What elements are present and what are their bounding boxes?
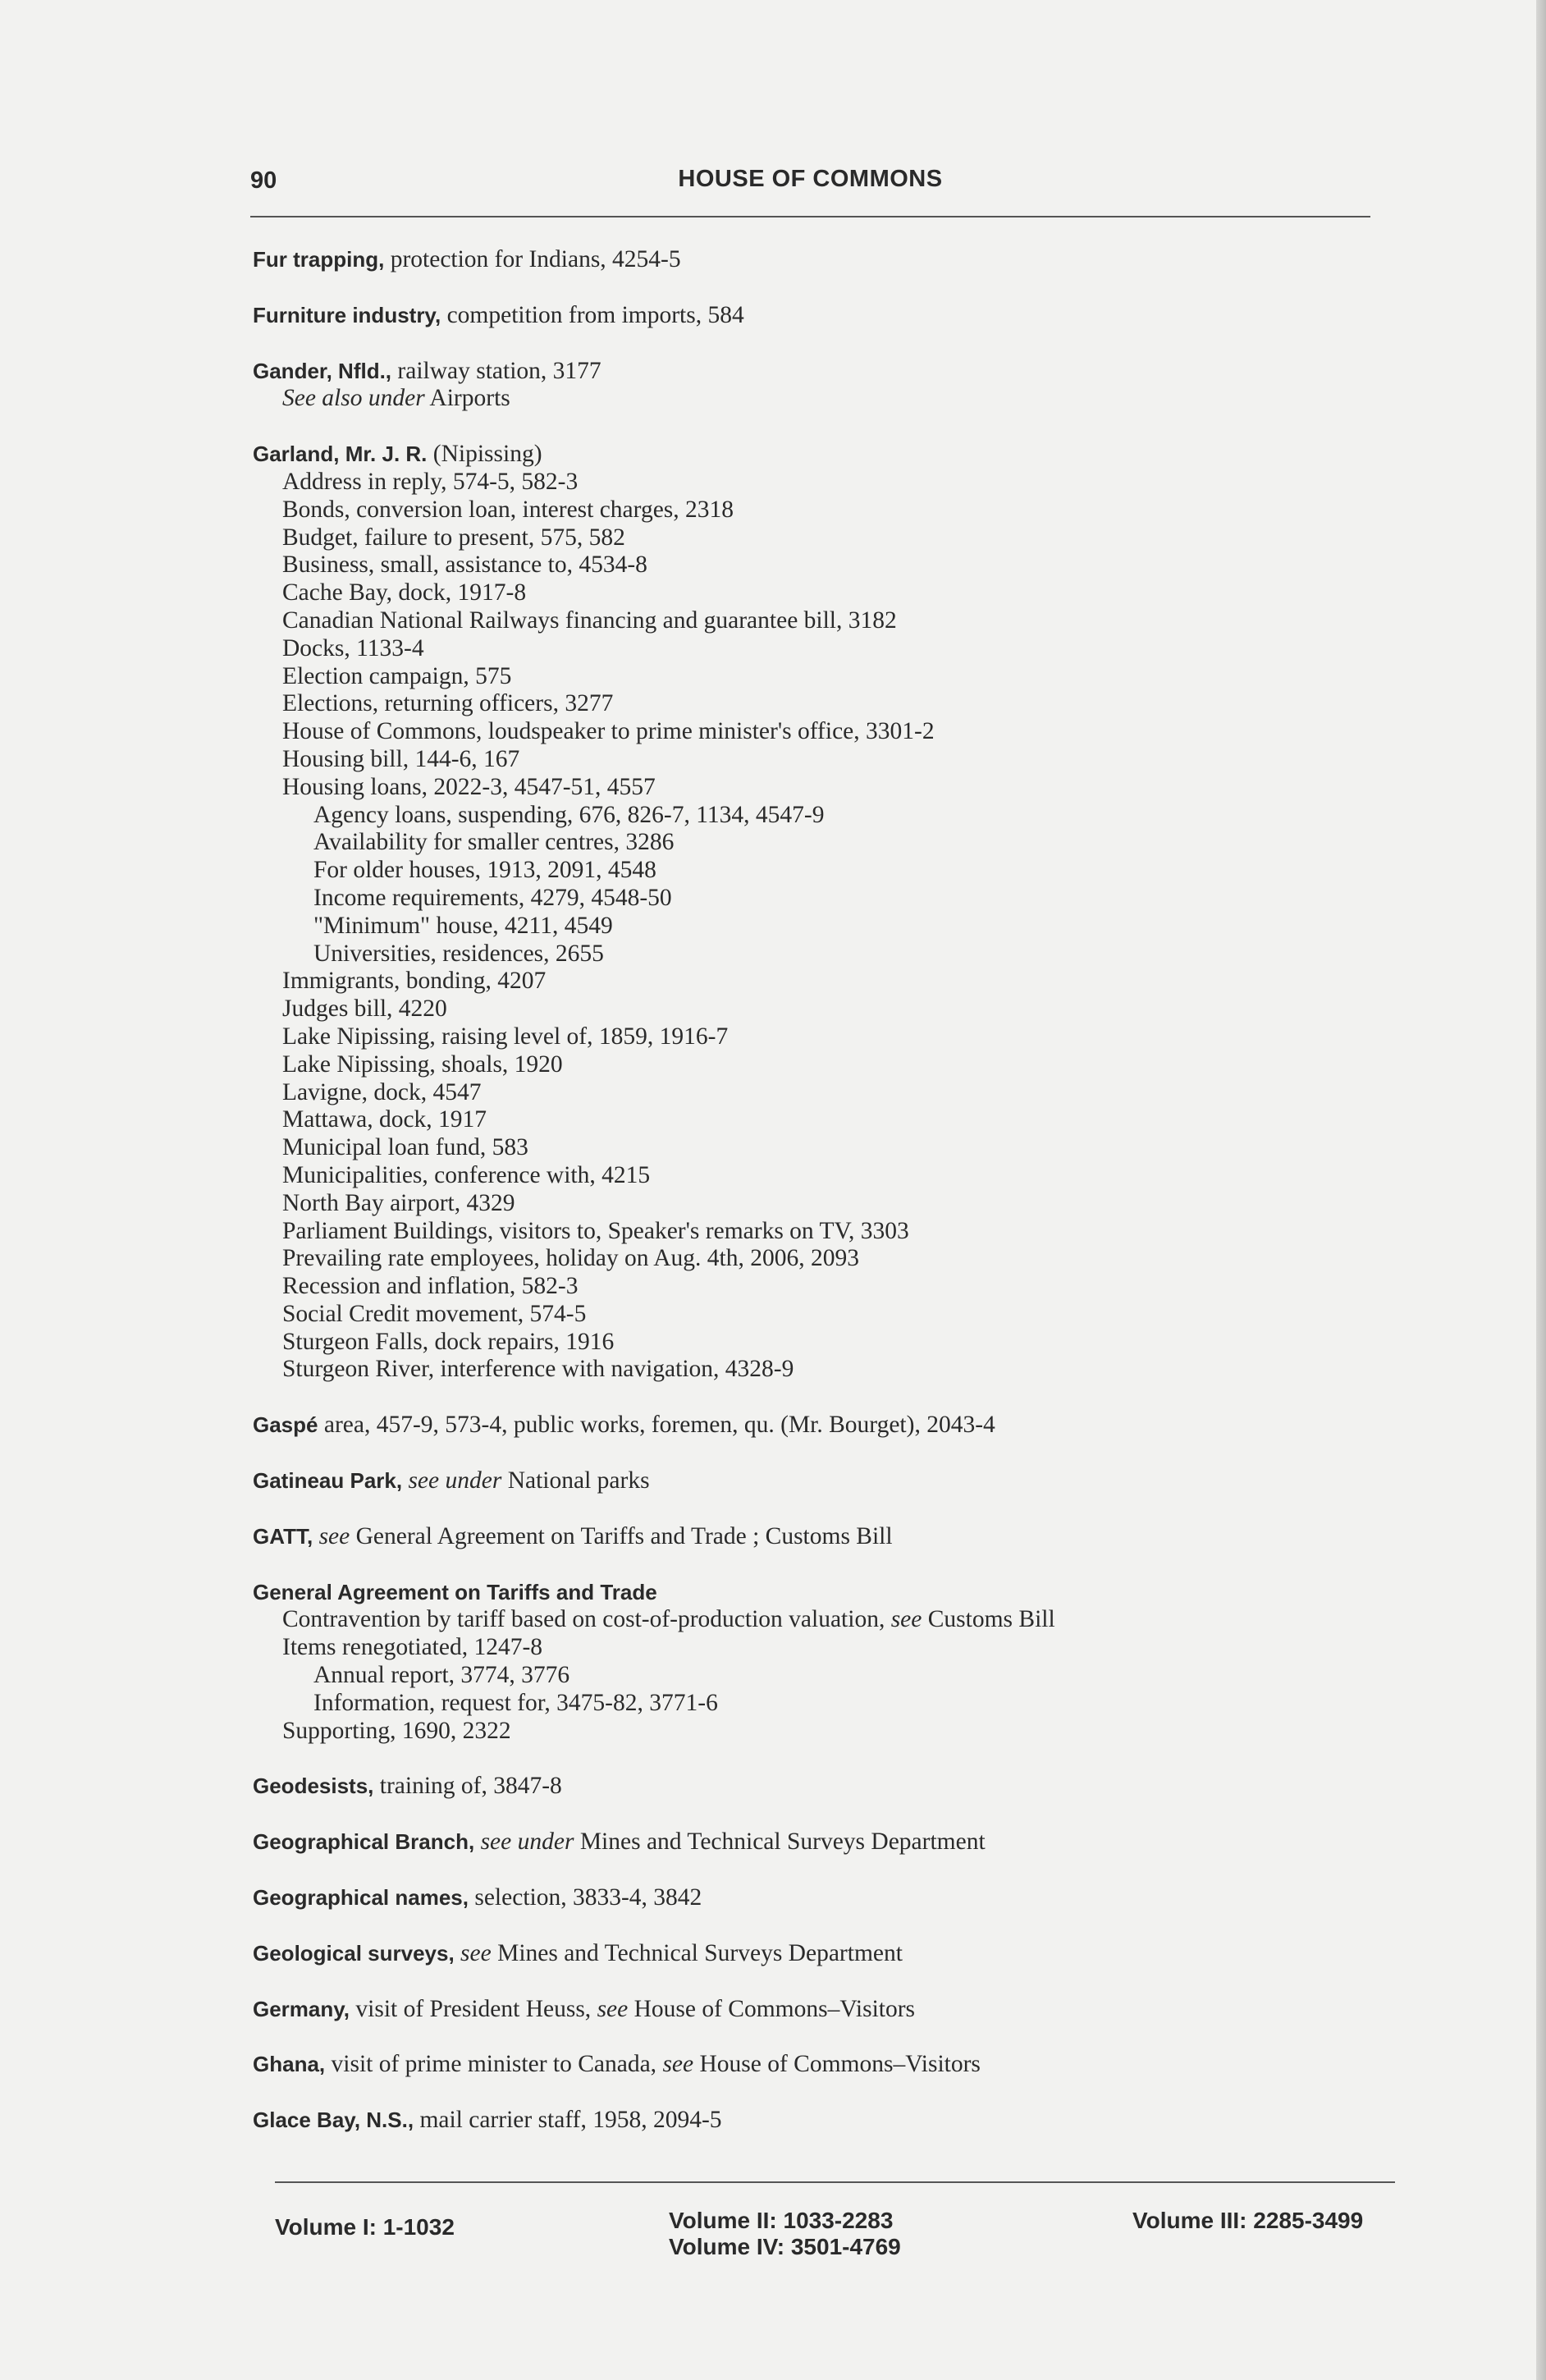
entry-heading: Gaspé (253, 1412, 318, 1438)
page-header (250, 164, 1370, 204)
entry-text: training of, 3847-8 (373, 1773, 562, 1800)
index-entry (253, 1884, 1402, 1912)
subentry: Budget, failure to present, 575, 582 (282, 524, 625, 551)
entry-target: House of Commons–Visitors (628, 1995, 916, 2022)
index-body (253, 246, 1402, 2163)
volume-1-range: Volume I: 1-1032 (275, 2214, 455, 2240)
entry-heading: Geodesists, (253, 1774, 374, 1799)
entry-text: visit of prime minister to Canada, (325, 2051, 657, 2078)
page-edge (1536, 0, 1546, 2380)
subentry: Election campaign, 575 (282, 662, 512, 689)
entry-target: House of Commons–Visitors (693, 2051, 981, 2078)
see-label: see (454, 1939, 492, 1966)
entry-heading: Garland, Mr. J. R. (253, 442, 428, 467)
subentry-target: Customs Bill (922, 1606, 1055, 1633)
sub-subentry: Annual report, 3774, 3776 (313, 1662, 570, 1689)
entry-heading: Geological surveys, (253, 1940, 455, 1966)
subentry: Housing loans, 2022-3, 4547-51, 4557 (282, 773, 656, 800)
see-also-label: See also under (282, 385, 425, 412)
sub-subentry: Availability for smaller centres, 3286 (313, 829, 675, 856)
entry-text: visit of President Heuss, (350, 1995, 592, 2022)
entry-text: General Agreement on Tariffs and Trade ; Customs Bill (350, 1522, 893, 1549)
subentry: Municipalities, conference with, 4215 (282, 1161, 651, 1188)
footer-rule (275, 2181, 1395, 2183)
subentry: Supporting, 1690, 2322 (282, 1717, 511, 1744)
subentry: Address in reply, 574-5, 582-3 (282, 468, 579, 495)
subentry: Parliament Buildings, visitors to, Speaker's remarks on TV, 3303 (282, 1217, 909, 1244)
entry-heading: Glace Bay, N.S., (253, 2108, 414, 2133)
subentry: Bonds, conversion loan, interest charges, 2318 (282, 496, 734, 523)
index-entry (253, 302, 1402, 330)
volume-3-range: Volume III: 2285-3499 (1132, 2208, 1364, 2233)
subentry: Elections, returning officers, 3277 (282, 690, 614, 717)
index-entry (253, 246, 1402, 274)
index-entry-garland (253, 441, 1402, 1384)
subentry: Sturgeon River, interference with navigation, 4328-9 (282, 1356, 794, 1383)
sub-subentry: Information, request for, 3475-82, 3771-6 (313, 1689, 718, 1716)
sub-subentry: Universities, residences, 2655 (313, 940, 604, 967)
subentry: Docks, 1133-4 (282, 634, 424, 661)
entry-text: railway station, 3177 (391, 357, 601, 384)
entry-text: area, 457-9, 573-4, public works, foremen, qu. (Mr. Bourget), 2043-4 (318, 1412, 995, 1439)
entry-text: Mines and Technical Surveys Department (574, 1828, 986, 1856)
entry-heading: Gander, Nfld., (253, 358, 392, 383)
sub-subentry: Agency loans, suspending, 676, 826-7, 1134, 4547-9 (313, 801, 825, 828)
subentry: Business, small, assistance to, 4534-8 (282, 552, 647, 579)
see-label: see (885, 1606, 922, 1633)
index-entry (253, 1940, 1402, 1968)
subentry: Lake Nipissing, raising level of, 1859, 1916-7 (282, 1023, 729, 1050)
entry-text: Mines and Technical Surveys Department (491, 1939, 903, 1966)
entry-text: selection, 3833-4, 3842 (468, 1884, 702, 1911)
sub-subentry: For older houses, 1913, 2091, 4548 (313, 857, 656, 884)
index-entry (253, 1773, 1402, 1801)
entry-text: competition from imports, 584 (441, 301, 744, 328)
subentry: Canadian National Railways financing and guarantee bill, 3182 (282, 606, 897, 634)
running-title: HOUSE OF COMMONS (678, 166, 943, 192)
subentry: Cache Bay, dock, 1917-8 (282, 579, 527, 606)
index-entry (253, 2051, 1402, 2079)
see-label: see under (402, 1467, 502, 1494)
entry-heading: General Agreement on Tariffs and Trade (253, 1579, 657, 1604)
subentry: Prevailing rate employees, holiday on Aug. 4th, 2006, 2093 (282, 1245, 859, 1272)
page-number: 90 (250, 167, 277, 194)
index-entry (253, 1828, 1402, 1856)
subentry: Immigrants, bonding, 4207 (282, 968, 547, 995)
index-entry-gatt (253, 1579, 1402, 1746)
sub-subentry: "Minimum" house, 4211, 4549 (313, 912, 613, 939)
entry-heading: Fur trapping, (253, 247, 385, 272)
subentry: Municipal loan fund, 583 (282, 1134, 528, 1161)
entry-heading: Ghana, (253, 2052, 326, 2077)
index-entry (253, 2107, 1402, 2135)
see-label: see under (474, 1828, 574, 1856)
sub-subentry: Income requirements, 4279, 4548-50 (313, 884, 672, 911)
entry-heading: Germany, (253, 1996, 350, 2021)
entry-text: mail carrier staff, 1958, 2094-5 (414, 2107, 722, 2134)
see-label: see (313, 1522, 350, 1549)
see-also (282, 385, 1402, 413)
volume-4-range: Volume IV: 3501-4769 (669, 2234, 901, 2259)
subentry-text: Contravention by tariff based on cost-of-production valuation, (282, 1606, 885, 1633)
subentry: Housing bill, 144-6, 167 (282, 745, 520, 772)
subentry: Lavigne, dock, 4547 (282, 1078, 482, 1105)
entry-heading: GATT, (253, 1523, 313, 1549)
subentry: Recession and inflation, 582-3 (282, 1273, 579, 1300)
subentry (282, 1606, 1402, 1634)
subentry: Items renegotiated, 1247-8 (282, 1634, 543, 1661)
see-also-target: Airports (424, 385, 510, 412)
entry-text: protection for Indians, 4254-5 (384, 246, 681, 272)
index-entry (253, 358, 1402, 414)
entry-heading: Geographical names, (253, 1885, 469, 1911)
index-entry (253, 1467, 1402, 1495)
entry-heading: Gatineau Park, (253, 1468, 403, 1494)
entry-heading: Geographical Branch, (253, 1829, 475, 1855)
see-label: see (591, 1995, 629, 2022)
subentry: Mattawa, dock, 1917 (282, 1106, 487, 1133)
subentry: North Bay airport, 4329 (282, 1189, 515, 1216)
header-rule (250, 216, 1370, 217)
index-entry (253, 1523, 1402, 1551)
entry-text: (Nipissing) (427, 441, 542, 468)
index-entry (253, 1412, 1402, 1439)
volume-2-range: Volume II: 1033-2283 (669, 2208, 894, 2233)
entry-text: National parks (501, 1467, 650, 1494)
subentry: Social Credit movement, 574-5 (282, 1300, 587, 1327)
subentry: Sturgeon Falls, dock repairs, 1916 (282, 1328, 615, 1355)
index-entry (253, 1996, 1402, 2024)
subentry: House of Commons, loudspeaker to prime minister's office, 3301-2 (282, 718, 935, 745)
entry-heading: Furniture industry, (253, 302, 441, 327)
volume-mid-ranges (669, 2208, 901, 2260)
see-label: see (656, 2051, 694, 2078)
subentry: Judges bill, 4220 (282, 995, 447, 1023)
subentry: Lake Nipissing, shoals, 1920 (282, 1050, 563, 1078)
